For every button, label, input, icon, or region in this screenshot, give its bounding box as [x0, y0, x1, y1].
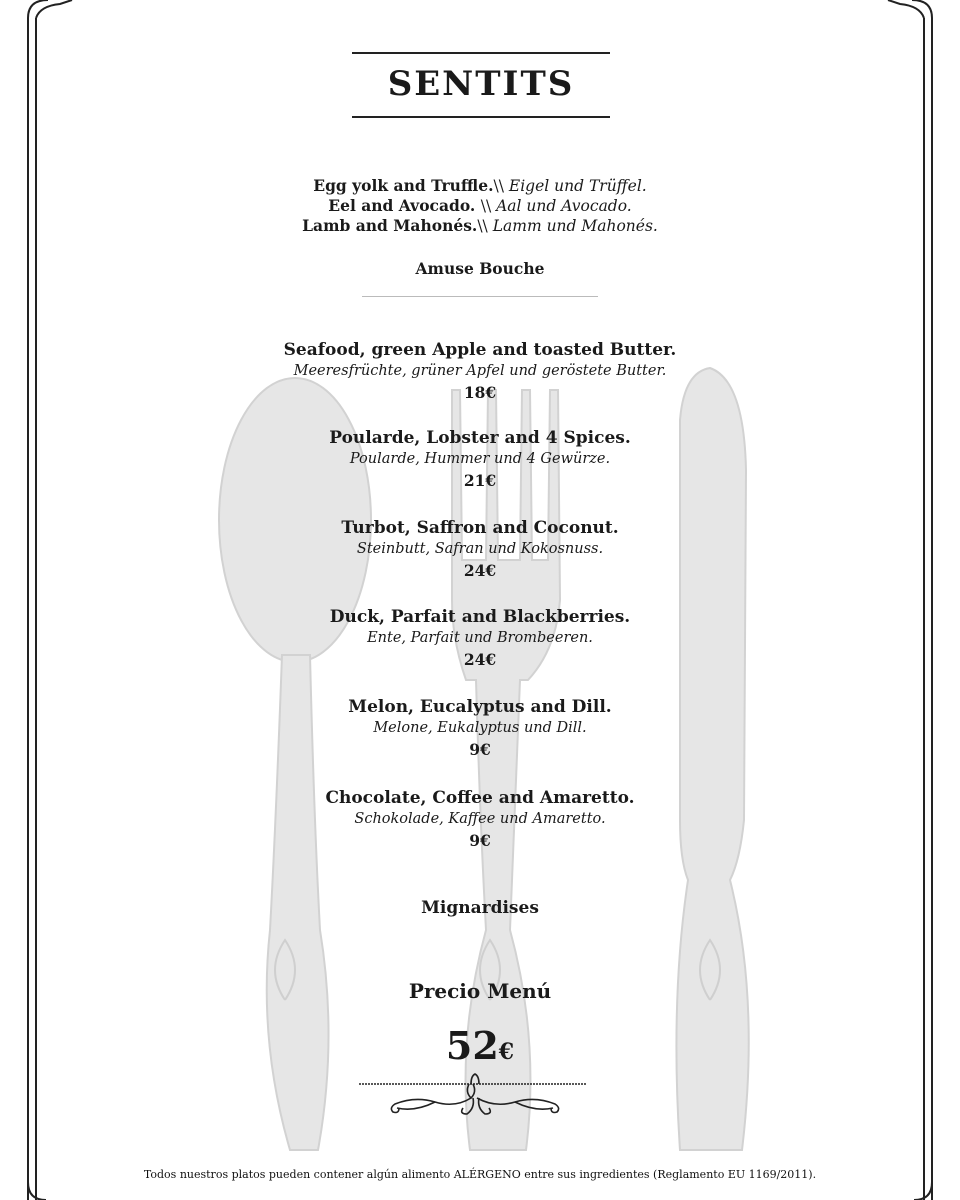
allergen-notice: Todos nuestros platos pueden contener algún alimento ALÉRGENO entre sus ingredientes (Reglamento EU 1169/2011).: [143, 1168, 817, 1181]
course-german: Melone, Eukalyptus und Dill.: [373, 720, 587, 736]
mignardises-label: Mignardises: [421, 898, 539, 918]
course-item: [180, 339, 780, 405]
course-name: Seafood, green Apple and toasted Butter.: [283, 340, 677, 360]
amuse-bouche-label: Amuse Bouche: [415, 259, 545, 278]
course-item: [180, 787, 780, 853]
title-block: [352, 48, 610, 120]
course-german: Meeresfrüchte, grüner Apfel und geröstete Butter.: [293, 363, 667, 379]
course-item: [180, 517, 780, 583]
course-item: [180, 606, 780, 672]
course-price: 9€: [469, 740, 491, 759]
page-title: SENTITS: [387, 64, 575, 104]
course-price: 21€: [463, 471, 497, 490]
course-german: Schokolade, Kaffee und Amaretto.: [354, 811, 606, 827]
course-name: Duck, Parfait and Blackberries.: [329, 607, 631, 627]
title-rule-bottom: [352, 116, 610, 118]
course-price: 18€: [463, 383, 497, 402]
course-item: [180, 696, 780, 762]
course-name: Turbot, Saffron and Coconut.: [341, 518, 619, 538]
amuse-line: Eel and Avocado. \\ Aal und Avocado.: [328, 196, 632, 215]
menu-price-amount: 52: [445, 1023, 499, 1068]
course-german: Poularde, Hummer und 4 Gewürze.: [349, 451, 611, 467]
amuse-line: Egg yolk and Truffle.\\ Eigel und Trüffel.: [313, 176, 647, 195]
amuse-bouche-list: [180, 176, 780, 236]
course-german: Steinbutt, Safran und Kokosnuss.: [356, 541, 604, 557]
menu-price-label: Precio Menú: [408, 979, 552, 1003]
title-rule-top: [352, 52, 610, 54]
course-item: [180, 427, 780, 493]
course-german: Ente, Parfait und Brombeeren.: [367, 630, 593, 646]
menu-price-currency: €: [498, 1039, 515, 1065]
course-price: 24€: [463, 650, 497, 669]
section-divider: [362, 296, 598, 297]
scroll-ornament-icon: [355, 1072, 605, 1120]
menu-price-value: [180, 1023, 780, 1068]
course-price: 24€: [463, 561, 497, 580]
course-name: Chocolate, Coffee and Amaretto.: [325, 788, 635, 808]
course-name: Melon, Eucalyptus and Dill.: [348, 697, 612, 717]
course-price: 9€: [469, 831, 491, 850]
course-name: Poularde, Lobster and 4 Spices.: [329, 428, 631, 448]
amuse-line: Lamb and Mahonés.\\ Lamm und Mahonés.: [302, 216, 658, 235]
